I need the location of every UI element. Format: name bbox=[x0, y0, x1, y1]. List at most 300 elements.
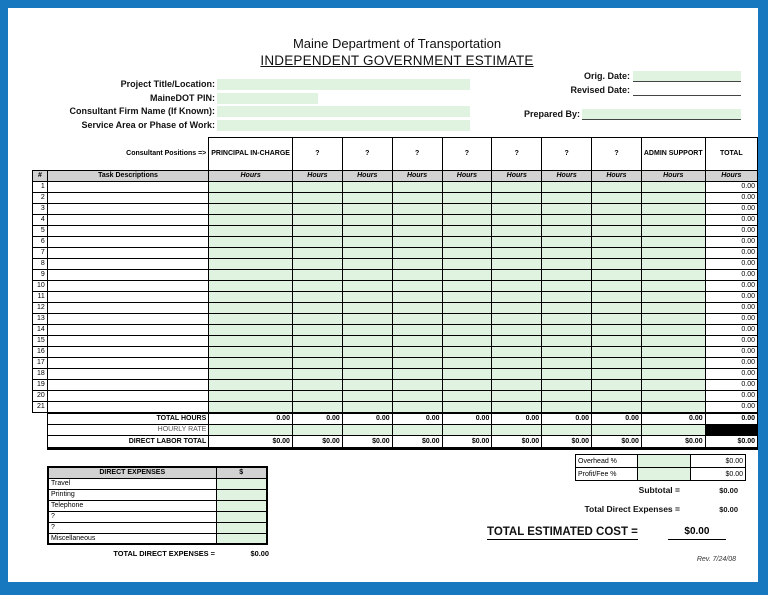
hours-input-cell[interactable] bbox=[442, 281, 492, 292]
task-description-cell[interactable] bbox=[47, 237, 208, 248]
hours-input-cell[interactable] bbox=[492, 314, 542, 325]
hours-input-cell[interactable] bbox=[342, 193, 392, 204]
hours-input-cell[interactable] bbox=[342, 226, 392, 237]
labor-table bbox=[32, 137, 758, 450]
hours-input-cell[interactable] bbox=[292, 237, 342, 248]
row-total-cell: 0.00 bbox=[705, 358, 757, 369]
hours-input-cell[interactable] bbox=[492, 248, 542, 259]
hours-input-cell[interactable] bbox=[292, 259, 342, 270]
hours-input-cell[interactable] bbox=[209, 193, 293, 204]
direct-labor-value: $0.00 bbox=[209, 436, 293, 449]
direct-labor-value: $0.00 bbox=[492, 436, 542, 449]
hours-input-cell[interactable] bbox=[542, 182, 592, 193]
expense-amount-input[interactable] bbox=[216, 511, 267, 522]
row-total-cell: 0.00 bbox=[705, 237, 757, 248]
hours-input-cell[interactable] bbox=[492, 336, 542, 347]
hours-input-cell[interactable] bbox=[492, 380, 542, 391]
hours-input-cell[interactable] bbox=[292, 182, 342, 193]
hours-input-cell[interactable] bbox=[442, 358, 492, 369]
task-description-cell[interactable] bbox=[47, 182, 208, 193]
task-description-cell[interactable] bbox=[47, 193, 208, 204]
hours-input-cell[interactable] bbox=[342, 314, 392, 325]
row-total-cell: 0.00 bbox=[705, 402, 757, 413]
hours-input-cell[interactable] bbox=[342, 402, 392, 413]
hours-input-cell[interactable] bbox=[492, 402, 542, 413]
hours-input-cell[interactable] bbox=[592, 391, 642, 402]
row-total-cell: 0.00 bbox=[705, 248, 757, 259]
hours-input-cell[interactable] bbox=[392, 226, 442, 237]
overhead-rate-input[interactable] bbox=[638, 455, 691, 468]
hours-input-cell[interactable] bbox=[209, 292, 293, 303]
hours-input-cell[interactable] bbox=[392, 248, 442, 259]
hours-input-cell[interactable] bbox=[442, 347, 492, 358]
hours-input-cell[interactable] bbox=[342, 347, 392, 358]
hours-input-cell[interactable] bbox=[492, 204, 542, 215]
task-description-cell[interactable] bbox=[47, 369, 208, 380]
hours-input-cell[interactable] bbox=[292, 292, 342, 303]
hours-input-cell[interactable] bbox=[292, 391, 342, 402]
direct-labor-total: $0.00 bbox=[705, 436, 757, 449]
hours-input-cell[interactable] bbox=[392, 281, 442, 292]
hours-input-cell[interactable] bbox=[392, 237, 442, 248]
row-total-cell: 0.00 bbox=[705, 226, 757, 237]
row-total-cell: 0.00 bbox=[705, 303, 757, 314]
hours-input-cell[interactable] bbox=[542, 380, 592, 391]
task-row bbox=[33, 259, 758, 270]
hours-input-cell[interactable] bbox=[392, 391, 442, 402]
subtotal-label: Subtotal = bbox=[638, 485, 680, 495]
hours-input-cell[interactable] bbox=[342, 336, 392, 347]
task-description-cell[interactable] bbox=[47, 281, 208, 292]
hours-input-cell[interactable] bbox=[442, 237, 492, 248]
total-hours-value: 0.00 bbox=[342, 413, 392, 425]
hours-input-cell[interactable] bbox=[492, 303, 542, 314]
task-description-cell[interactable] bbox=[47, 358, 208, 369]
hours-input-cell[interactable] bbox=[492, 182, 542, 193]
hours-input-cell[interactable] bbox=[392, 336, 442, 347]
hours-input-cell[interactable] bbox=[592, 237, 642, 248]
hours-input-cell[interactable] bbox=[392, 270, 442, 281]
hours-input-cell[interactable] bbox=[342, 325, 392, 336]
hours-input-cell[interactable] bbox=[209, 237, 293, 248]
hours-input-cell[interactable] bbox=[641, 270, 705, 281]
hours-input-cell[interactable] bbox=[492, 281, 542, 292]
hours-input-cell[interactable] bbox=[342, 391, 392, 402]
hours-input-cell[interactable] bbox=[542, 325, 592, 336]
hours-input-cell[interactable] bbox=[442, 248, 492, 259]
direct-expenses-amount-header: $ bbox=[216, 467, 267, 478]
row-total-cell: 0.00 bbox=[705, 292, 757, 303]
row-total-cell: 0.00 bbox=[705, 281, 757, 292]
task-description-cell[interactable] bbox=[47, 270, 208, 281]
hourly-rate-input-cell[interactable] bbox=[641, 425, 705, 436]
position-header-row bbox=[33, 138, 758, 171]
hours-input-cell[interactable] bbox=[209, 281, 293, 292]
position-header-unknown[interactable]: ? bbox=[342, 138, 392, 171]
hours-input-cell[interactable] bbox=[542, 391, 592, 402]
hours-header: Hours bbox=[542, 171, 592, 182]
hours-input-cell[interactable] bbox=[641, 259, 705, 270]
spacer-cell bbox=[33, 436, 48, 449]
hours-input-cell[interactable] bbox=[442, 259, 492, 270]
orig-date-input[interactable] bbox=[633, 71, 741, 82]
hours-input-cell[interactable] bbox=[542, 215, 592, 226]
hours-input-cell[interactable] bbox=[641, 237, 705, 248]
task-description-cell[interactable] bbox=[47, 314, 208, 325]
hours-input-cell[interactable] bbox=[592, 182, 642, 193]
hourly-rate-input-cell[interactable] bbox=[209, 425, 293, 436]
overhead-row bbox=[576, 455, 746, 468]
hours-input-cell[interactable] bbox=[542, 259, 592, 270]
hours-input-cell[interactable] bbox=[209, 402, 293, 413]
expense-amount-input[interactable] bbox=[216, 478, 267, 489]
total-direct-expenses-value: $0.00 bbox=[719, 505, 738, 514]
hours-input-cell[interactable] bbox=[292, 248, 342, 259]
task-description-cell[interactable] bbox=[47, 380, 208, 391]
task-description-cell[interactable] bbox=[47, 391, 208, 402]
hours-input-cell[interactable] bbox=[492, 391, 542, 402]
hours-input-cell[interactable] bbox=[542, 347, 592, 358]
hours-input-cell[interactable] bbox=[592, 259, 642, 270]
row-number: 2 bbox=[33, 193, 48, 204]
hours-input-cell[interactable] bbox=[492, 270, 542, 281]
hours-input-cell[interactable] bbox=[209, 270, 293, 281]
hours-input-cell[interactable] bbox=[392, 193, 442, 204]
hours-input-cell[interactable] bbox=[641, 303, 705, 314]
hours-input-cell[interactable] bbox=[641, 204, 705, 215]
row-number: 16 bbox=[33, 347, 48, 358]
hours-input-cell[interactable] bbox=[292, 215, 342, 226]
total-hours-value: 0.00 bbox=[542, 413, 592, 425]
hours-input-cell[interactable] bbox=[492, 226, 542, 237]
hours-input-cell[interactable] bbox=[342, 237, 392, 248]
hours-input-cell[interactable] bbox=[442, 215, 492, 226]
hours-input-cell[interactable] bbox=[492, 347, 542, 358]
hours-input-cell[interactable] bbox=[292, 358, 342, 369]
hours-input-cell[interactable] bbox=[392, 292, 442, 303]
hourly-rate-input-cell[interactable] bbox=[342, 425, 392, 436]
hours-input-cell[interactable] bbox=[592, 358, 642, 369]
position-header-unknown[interactable]: ? bbox=[442, 138, 492, 171]
hours-input-cell[interactable] bbox=[209, 182, 293, 193]
hours-input-cell[interactable] bbox=[641, 358, 705, 369]
row-total-cell: 0.00 bbox=[705, 391, 757, 402]
total-hours-total: 0.00 bbox=[705, 413, 757, 425]
expenses-total-label: TOTAL DIRECT EXPENSES = bbox=[113, 549, 215, 558]
hours-input-cell[interactable] bbox=[641, 182, 705, 193]
prepared-by-input[interactable] bbox=[582, 109, 741, 120]
row-number: 7 bbox=[33, 248, 48, 259]
hours-input-cell[interactable] bbox=[641, 402, 705, 413]
hours-input-cell[interactable] bbox=[442, 369, 492, 380]
hours-input-cell[interactable] bbox=[442, 204, 492, 215]
hours-input-cell[interactable] bbox=[592, 314, 642, 325]
total-direct-expenses-footer bbox=[47, 549, 269, 558]
hours-input-cell[interactable] bbox=[542, 204, 592, 215]
hours-header: Hours bbox=[442, 171, 492, 182]
expense-label-editable[interactable]: ? bbox=[48, 522, 216, 533]
row-number: 3 bbox=[33, 204, 48, 215]
hours-input-cell[interactable] bbox=[542, 369, 592, 380]
hours-input-cell[interactable] bbox=[641, 193, 705, 204]
hours-input-cell[interactable] bbox=[342, 204, 392, 215]
row-number: 13 bbox=[33, 314, 48, 325]
hours-input-cell[interactable] bbox=[292, 369, 342, 380]
total-hours-row bbox=[33, 413, 758, 425]
hours-input-cell[interactable] bbox=[592, 281, 642, 292]
hours-input-cell[interactable] bbox=[592, 248, 642, 259]
hours-input-cell[interactable] bbox=[442, 226, 492, 237]
hours-input-cell[interactable] bbox=[392, 215, 442, 226]
hours-input-cell[interactable] bbox=[209, 215, 293, 226]
task-row bbox=[33, 182, 758, 193]
hours-input-cell[interactable] bbox=[592, 292, 642, 303]
hours-input-cell[interactable] bbox=[392, 402, 442, 413]
hourly-rate-input-cell[interactable] bbox=[442, 425, 492, 436]
hours-input-cell[interactable] bbox=[342, 358, 392, 369]
hours-input-cell[interactable] bbox=[292, 325, 342, 336]
profit-fee-amount: $0.00 bbox=[691, 468, 746, 481]
direct-labor-row bbox=[33, 436, 758, 449]
position-header-unknown[interactable]: ? bbox=[542, 138, 592, 171]
hours-input-cell[interactable] bbox=[342, 303, 392, 314]
task-description-cell[interactable] bbox=[47, 347, 208, 358]
hours-input-cell[interactable] bbox=[209, 204, 293, 215]
hours-input-cell[interactable] bbox=[292, 402, 342, 413]
hours-input-cell[interactable] bbox=[292, 314, 342, 325]
hours-input-cell[interactable] bbox=[392, 358, 442, 369]
hours-input-cell[interactable] bbox=[392, 259, 442, 270]
hourly-rate-input-cell[interactable] bbox=[392, 425, 442, 436]
hours-input-cell[interactable] bbox=[641, 281, 705, 292]
hours-input-cell[interactable] bbox=[542, 281, 592, 292]
hours-input-cell[interactable] bbox=[492, 259, 542, 270]
hours-input-cell[interactable] bbox=[492, 358, 542, 369]
hours-input-cell[interactable] bbox=[492, 369, 542, 380]
task-description-cell[interactable] bbox=[47, 336, 208, 347]
task-description-cell[interactable] bbox=[47, 204, 208, 215]
hours-input-cell[interactable] bbox=[542, 226, 592, 237]
hours-input-cell[interactable] bbox=[342, 182, 392, 193]
hours-input-cell[interactable] bbox=[342, 259, 392, 270]
task-description-cell[interactable] bbox=[47, 215, 208, 226]
row-total-cell: 0.00 bbox=[705, 182, 757, 193]
hours-input-cell[interactable] bbox=[209, 336, 293, 347]
hours-input-cell[interactable] bbox=[209, 259, 293, 270]
hours-input-cell[interactable] bbox=[292, 270, 342, 281]
service-area-input[interactable] bbox=[217, 120, 470, 131]
hours-input-cell[interactable] bbox=[392, 380, 442, 391]
hours-input-cell[interactable] bbox=[641, 215, 705, 226]
expenses-total-value: $0.00 bbox=[250, 549, 269, 558]
hours-input-cell[interactable] bbox=[592, 215, 642, 226]
hours-input-cell[interactable] bbox=[292, 303, 342, 314]
expense-label-editable[interactable]: ? bbox=[48, 511, 216, 522]
hours-input-cell[interactable] bbox=[392, 303, 442, 314]
hours-input-cell[interactable] bbox=[392, 369, 442, 380]
hours-input-cell[interactable] bbox=[492, 325, 542, 336]
profit-fee-rate-input[interactable] bbox=[638, 468, 691, 481]
task-row bbox=[33, 237, 758, 248]
hours-input-cell[interactable] bbox=[292, 380, 342, 391]
direct-expenses-table bbox=[47, 466, 268, 545]
hours-input-cell[interactable] bbox=[641, 380, 705, 391]
hours-input-cell[interactable] bbox=[292, 281, 342, 292]
hours-input-cell[interactable] bbox=[542, 402, 592, 413]
hours-input-cell[interactable] bbox=[592, 325, 642, 336]
hours-input-cell[interactable] bbox=[542, 303, 592, 314]
task-description-cell[interactable] bbox=[47, 402, 208, 413]
hours-input-cell[interactable] bbox=[342, 369, 392, 380]
revision-note: Rev. 7/24/08 bbox=[696, 556, 736, 563]
expense-amount-input[interactable] bbox=[216, 489, 267, 500]
hours-input-cell[interactable] bbox=[342, 215, 392, 226]
hours-input-cell[interactable] bbox=[592, 336, 642, 347]
hours-input-cell[interactable] bbox=[292, 193, 342, 204]
hours-input-cell[interactable] bbox=[442, 402, 492, 413]
hourly-rate-input-cell[interactable] bbox=[492, 425, 542, 436]
row-number: 4 bbox=[33, 215, 48, 226]
hours-input-cell[interactable] bbox=[592, 204, 642, 215]
hours-input-cell[interactable] bbox=[592, 402, 642, 413]
hours-input-cell[interactable] bbox=[392, 325, 442, 336]
hours-input-cell[interactable] bbox=[209, 380, 293, 391]
hours-input-cell[interactable] bbox=[392, 204, 442, 215]
hours-input-cell[interactable] bbox=[209, 248, 293, 259]
hours-input-cell[interactable] bbox=[442, 182, 492, 193]
hours-input-cell[interactable] bbox=[641, 336, 705, 347]
expense-amount-input[interactable] bbox=[216, 533, 267, 544]
row-total-cell: 0.00 bbox=[705, 215, 757, 226]
task-description-cell[interactable] bbox=[47, 259, 208, 270]
hours-input-cell[interactable] bbox=[342, 292, 392, 303]
hours-input-cell[interactable] bbox=[292, 336, 342, 347]
hours-input-cell[interactable] bbox=[342, 380, 392, 391]
hours-input-cell[interactable] bbox=[209, 325, 293, 336]
hours-input-cell[interactable] bbox=[641, 226, 705, 237]
hours-input-cell[interactable] bbox=[542, 270, 592, 281]
hours-input-cell[interactable] bbox=[592, 347, 642, 358]
hours-input-cell[interactable] bbox=[592, 303, 642, 314]
hours-input-cell[interactable] bbox=[492, 292, 542, 303]
task-description-cell[interactable] bbox=[47, 325, 208, 336]
hours-input-cell[interactable] bbox=[392, 347, 442, 358]
hours-input-cell[interactable] bbox=[292, 226, 342, 237]
hourly-rate-input-cell[interactable] bbox=[542, 425, 592, 436]
row-total-cell: 0.00 bbox=[705, 336, 757, 347]
expense-amount-input[interactable] bbox=[216, 500, 267, 511]
position-header-unknown[interactable]: ? bbox=[492, 138, 542, 171]
hours-input-cell[interactable] bbox=[342, 281, 392, 292]
hours-input-cell[interactable] bbox=[492, 215, 542, 226]
hours-input-cell[interactable] bbox=[492, 237, 542, 248]
position-header-unknown[interactable]: ? bbox=[392, 138, 442, 171]
hours-input-cell[interactable] bbox=[292, 347, 342, 358]
hours-input-cell[interactable] bbox=[442, 391, 492, 402]
expense-amount-input[interactable] bbox=[216, 522, 267, 533]
hours-input-cell[interactable] bbox=[492, 193, 542, 204]
hours-input-cell[interactable] bbox=[542, 248, 592, 259]
hours-input-cell[interactable] bbox=[342, 270, 392, 281]
hours-input-cell[interactable] bbox=[641, 325, 705, 336]
hours-input-cell[interactable] bbox=[442, 292, 492, 303]
hours-input-cell[interactable] bbox=[292, 204, 342, 215]
hours-input-cell[interactable] bbox=[442, 380, 492, 391]
hours-input-cell[interactable] bbox=[592, 226, 642, 237]
task-description-cell[interactable] bbox=[47, 303, 208, 314]
hours-input-cell[interactable] bbox=[209, 303, 293, 314]
total-hours-value: 0.00 bbox=[442, 413, 492, 425]
row-number: 5 bbox=[33, 226, 48, 237]
hours-input-cell[interactable] bbox=[209, 358, 293, 369]
hours-input-cell[interactable] bbox=[592, 270, 642, 281]
hours-input-cell[interactable] bbox=[442, 303, 492, 314]
hours-input-cell[interactable] bbox=[442, 325, 492, 336]
orig-date-label: Orig. Date: bbox=[583, 71, 630, 81]
hours-input-cell[interactable] bbox=[592, 369, 642, 380]
row-number: 18 bbox=[33, 369, 48, 380]
total-direct-expenses-line bbox=[448, 504, 738, 514]
mainedot-pin-input[interactable] bbox=[217, 93, 318, 104]
hourly-rate-input-cell[interactable] bbox=[292, 425, 342, 436]
hours-input-cell[interactable] bbox=[592, 193, 642, 204]
hours-input-cell[interactable] bbox=[442, 270, 492, 281]
direct-labor-value: $0.00 bbox=[292, 436, 342, 449]
hours-input-cell[interactable] bbox=[209, 369, 293, 380]
hours-input-cell[interactable] bbox=[641, 369, 705, 380]
hours-input-cell[interactable] bbox=[542, 292, 592, 303]
hours-input-cell[interactable] bbox=[542, 314, 592, 325]
task-description-cell[interactable] bbox=[47, 292, 208, 303]
hours-input-cell[interactable] bbox=[209, 391, 293, 402]
expense-row-unknown-1 bbox=[48, 511, 267, 522]
task-row bbox=[33, 380, 758, 391]
position-header-unknown[interactable]: ? bbox=[592, 138, 642, 171]
task-description-cell[interactable] bbox=[47, 226, 208, 237]
hours-header-total: Hours bbox=[705, 171, 757, 182]
task-description-cell[interactable] bbox=[47, 248, 208, 259]
hours-input-cell[interactable] bbox=[592, 380, 642, 391]
hours-input-cell[interactable] bbox=[641, 248, 705, 259]
hours-input-cell[interactable] bbox=[641, 391, 705, 402]
hours-input-cell[interactable] bbox=[641, 292, 705, 303]
row-total-cell: 0.00 bbox=[705, 270, 757, 281]
hours-input-cell[interactable] bbox=[442, 193, 492, 204]
profit-fee-label: Profit/Fee % bbox=[576, 468, 638, 481]
hours-input-cell[interactable] bbox=[209, 347, 293, 358]
hours-input-cell[interactable] bbox=[442, 336, 492, 347]
hours-input-cell[interactable] bbox=[392, 182, 442, 193]
hours-input-cell[interactable] bbox=[542, 336, 592, 347]
hours-input-cell[interactable] bbox=[209, 226, 293, 237]
hours-input-cell[interactable] bbox=[392, 314, 442, 325]
direct-labor-value: $0.00 bbox=[542, 436, 592, 449]
hours-input-cell[interactable] bbox=[342, 248, 392, 259]
hours-input-cell[interactable] bbox=[542, 237, 592, 248]
position-header-unknown[interactable]: ? bbox=[292, 138, 342, 171]
revised-date-input[interactable] bbox=[633, 85, 741, 96]
hours-header: Hours bbox=[209, 171, 293, 182]
prepared-by-label: Prepared By: bbox=[523, 109, 580, 119]
hours-input-cell[interactable] bbox=[641, 314, 705, 325]
hours-input-cell[interactable] bbox=[442, 314, 492, 325]
hours-input-cell[interactable] bbox=[542, 193, 592, 204]
hourly-rate-input-cell[interactable] bbox=[592, 425, 642, 436]
hours-input-cell[interactable] bbox=[542, 358, 592, 369]
hours-input-cell[interactable] bbox=[209, 314, 293, 325]
project-title-input[interactable] bbox=[217, 79, 470, 90]
hours-input-cell[interactable] bbox=[641, 347, 705, 358]
